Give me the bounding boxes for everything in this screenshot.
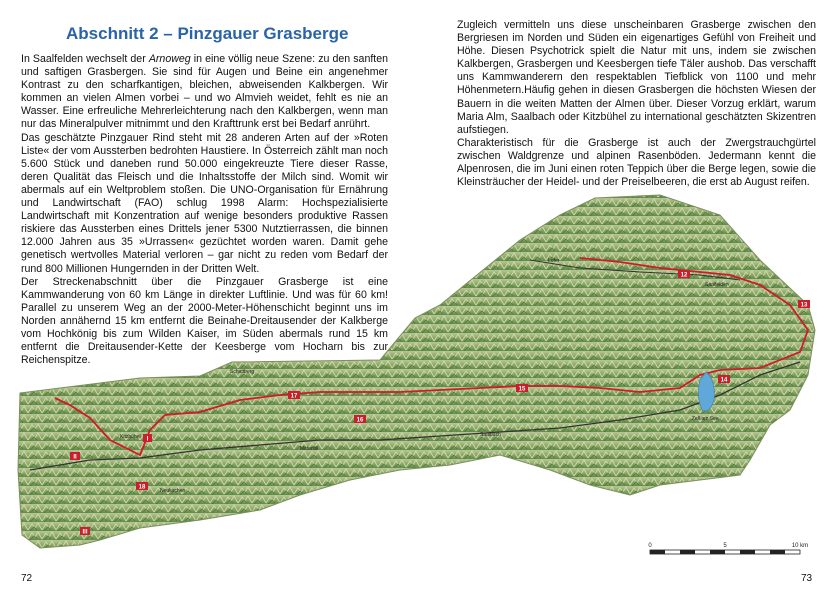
place-label: Schattberg bbox=[230, 369, 255, 375]
route-marker bbox=[70, 452, 80, 461]
route-marker bbox=[143, 434, 152, 443]
map-terrain bbox=[18, 195, 815, 548]
section-heading: Abschnitt 2 – Pinzgauer Grasberge bbox=[66, 24, 349, 43]
route-marker bbox=[718, 375, 730, 384]
paragraph: Der Streckenabschnitt über die Pinzgauer Grasberge ist eine Kammwanderung von 60 km Länge in direkter Luftlinie. Und was für 60 km! Parallel zu unserem Weg an der 2000-Meter-Höhenschicht beginnt uns im Norden annähernd 15 km entfernt die Beinahe-Dreitausender der Kalkberge vom Hochkönig bis zum Wilden Kaiser, im Süden abermals rund 15 km entfernt die Dreitausender-Kette der Keesberge vom Hocharn bis zur Reichenspitze. bbox=[21, 275, 388, 367]
svg-text:16: 16 bbox=[356, 417, 364, 424]
svg-text:I: I bbox=[146, 436, 149, 443]
place-label: Kitzbühel bbox=[120, 434, 141, 440]
svg-text:15: 15 bbox=[518, 386, 526, 393]
place-label: Neukirchen bbox=[160, 488, 186, 494]
route-marker bbox=[354, 415, 366, 424]
scale-bar bbox=[648, 543, 808, 554]
place-label: Saalfelden bbox=[705, 282, 729, 288]
route-marker bbox=[516, 384, 528, 393]
page-number: 72 bbox=[21, 573, 33, 584]
svg-text:17: 17 bbox=[290, 393, 298, 400]
scale-tick: 0 bbox=[648, 543, 652, 549]
svg-text:III: III bbox=[82, 529, 88, 536]
route-marker bbox=[798, 300, 810, 309]
place-label: Mittersill bbox=[300, 446, 319, 452]
paragraph: Charakteristisch für die Grasberge ist auch der Zwergstrauchgürtel zwischen Waldgrenze und alpinen Rasenböden. Jedermann kennt die Alpenrosen, die im Juni einen roten Teppich über die Berge legen, sowie die Kleinsträucher der Heidel- und der Preiselbeeren, die erst ab August reifen. bbox=[457, 136, 816, 189]
paragraph: In Saalfelden wechselt der Arnoweg in eine völlig neue Szene: zu den sanften und saftigen Grasbergen. Sie sind für Augen und Beine ein angenehmer Kontrast zu den scharfkantigen, bleichen, abweisenden Kalkbergen. Wir kommen an vielen Almen vorbei – und wo Almvieh weidet, fehlt es nie an Wasser. Eine erfreuliche Mehrerleichterung nach den Kalkbergen, wenn man nur das Mineralpulver mitnimmt und den Krafttrunk erst bei Bedarf anrührt. bbox=[21, 53, 389, 131]
svg-text:II: II bbox=[73, 454, 77, 461]
place-label: Lofer bbox=[548, 258, 560, 264]
page-number: 73 bbox=[801, 573, 813, 584]
route-marker bbox=[678, 270, 690, 279]
paragraph: Zugleich vermitteln uns diese unscheinbaren Grasberge zwischen den Bergriesen im Norden und Süden ein eigenartiges Gefühl von Freiheit und Höhe. Diesen Psychotrick spielt die Natur mit uns, indem sie zwischen Kalkbergen, Grasbergen und Keesbergen tiefe Täler aushob. Das verschafft uns Kammwanderern den respektablen Tiefblick von 1100 und mehr Höhenmetern.Häufig gehen in diesen Grasbergen die höchsten Wiesen der Bauern in die weiten Matten der Almen über. Dieser Vorzug erklärt, warum Maria Alm, Saalbach oder Kitzbühel zu international geschätzten Skizentren aufstiegen. bbox=[457, 19, 816, 136]
svg-text:18: 18 bbox=[138, 484, 146, 491]
svg-text:13: 13 bbox=[800, 302, 808, 309]
paragraph: Das geschätzte Pinzgauer Rind steht mit 28 anderen Arten auf der »Roten Liste« der vom Aussterben bedrohten Haustiere. In Österreich zählt man noch 5.600 Stück und daneben rund 50.000 eingekreuzte Tiere dieser Rasse, deren Qualität das Fleisch und die Inhaltsstoffe der Milch sind. Womit wir abermals auf ein Weltproblem stoßen. Die UNO-Organisation für Ernährung und Landwirtschaft (FAO) schlug 1998 Alarm: Hochspezialisierte Landwirtschaft mit Konzentration auf wenige besonders produktive Rassen riskiere das Aussterben eines Drittels jener 5300 Nutztierrassen, die binnen 12.000 Jahren aus 35 »Urrassen« gezüchtet worden waren. Damit gehe genetisch wertvolles Material verloren – gar nicht zu reden vom Bedarf der rund 800 Millionen Hungernden in der Dritten Welt. bbox=[21, 131, 388, 275]
svg-text:14: 14 bbox=[720, 377, 728, 384]
place-label: Zell am See bbox=[692, 416, 719, 422]
route-marker bbox=[136, 482, 148, 491]
route-marker bbox=[80, 527, 90, 536]
route-marker bbox=[288, 391, 300, 400]
scale-tick: 5 bbox=[723, 543, 727, 549]
scale-tick: 10 km bbox=[791, 543, 809, 549]
svg-text:12: 12 bbox=[680, 272, 688, 279]
place-label: Saalbach bbox=[480, 432, 501, 438]
